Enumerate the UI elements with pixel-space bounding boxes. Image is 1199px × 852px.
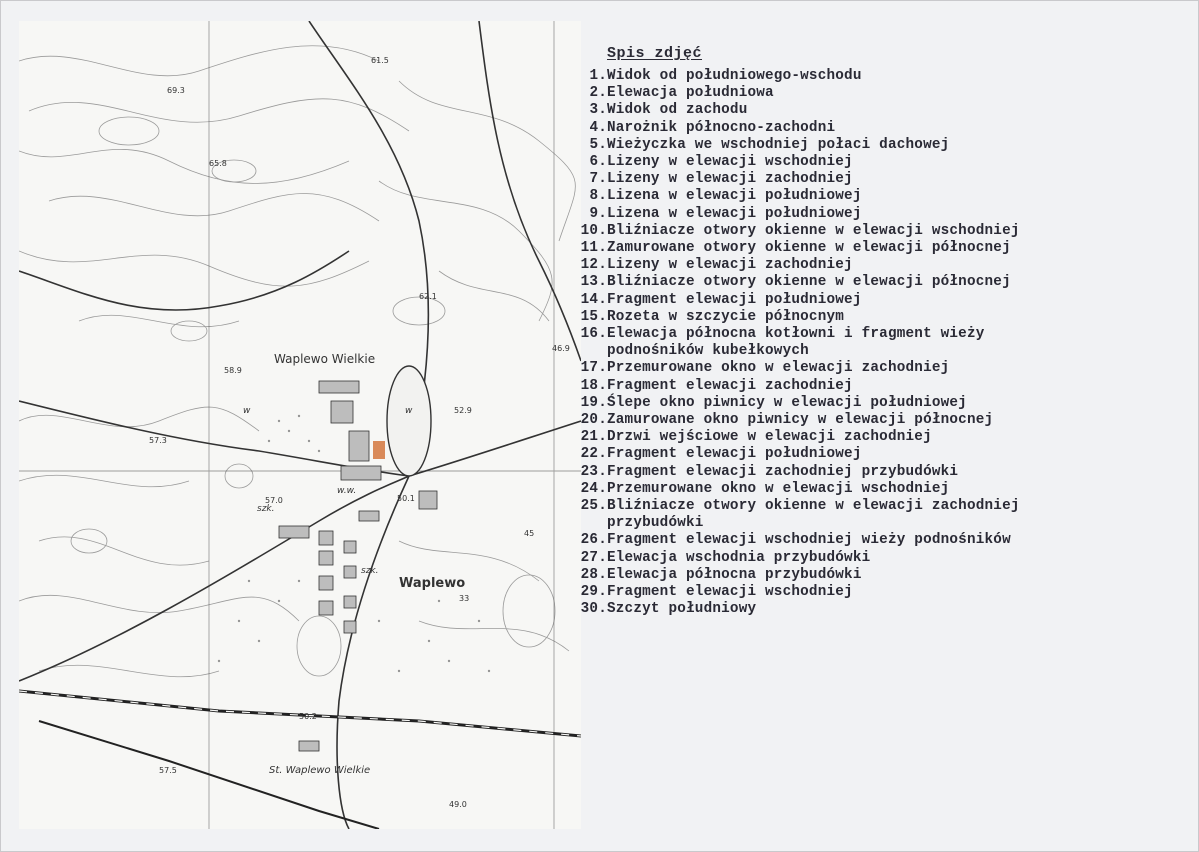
photo-index-item bbox=[577, 515, 1177, 532]
map-abbrev: w bbox=[405, 406, 413, 416]
topographic-map bbox=[19, 21, 581, 829]
photo-index bbox=[577, 45, 1177, 619]
photo-index-text: Lizena w elewacji południowej bbox=[607, 205, 862, 222]
photo-index-text: Elewacja północna przybudówki bbox=[607, 566, 862, 583]
photo-index-text: Lizeny w elewacji zachodniej bbox=[607, 171, 853, 188]
spot-height: 33 bbox=[459, 594, 470, 603]
photo-index-item bbox=[577, 395, 1177, 412]
photo-index-item bbox=[577, 550, 1177, 567]
photo-index-number: 22. bbox=[580, 446, 607, 463]
photo-index-item bbox=[577, 240, 1177, 257]
spot-height: 62.1 bbox=[419, 292, 437, 301]
photo-index-item bbox=[577, 567, 1177, 584]
highlighted-building bbox=[373, 441, 385, 459]
label-waplewo: Waplewo bbox=[399, 576, 466, 591]
spot-height: 69.3 bbox=[167, 86, 185, 95]
photo-index-item bbox=[577, 601, 1177, 618]
photo-index-text: Bliźniacze otwory okienne w elewacji północnej bbox=[607, 274, 1011, 291]
photo-index-text: Rozeta w szczycie północnym bbox=[607, 308, 845, 325]
photo-index-text: Bliźniacze otwory okienne w elewacji wschodniej bbox=[607, 222, 1020, 239]
photo-index-text: Narożnik północno-zachodni bbox=[607, 119, 836, 136]
photo-index-item bbox=[577, 85, 1177, 102]
photo-index-number: 30. bbox=[580, 601, 607, 618]
photo-index-item bbox=[577, 102, 1177, 119]
label-waplewo-wielkie: Waplewo Wielkie bbox=[274, 352, 376, 366]
photo-index-item bbox=[577, 274, 1177, 291]
photo-index-text: Elewacja wschodnia przybudówki bbox=[607, 549, 871, 566]
photo-index-number: 29. bbox=[580, 584, 607, 601]
photo-index-number: 20. bbox=[580, 412, 607, 429]
photo-index-text: Wieżyczka we wschodniej połaci dachowej bbox=[607, 136, 950, 153]
photo-index-number: 15. bbox=[580, 308, 607, 325]
photo-index-text: Fragment elewacji wschodniej wieży podnośników bbox=[607, 532, 1011, 549]
spot-height: 49.0 bbox=[449, 800, 467, 809]
map-abbrev: w bbox=[243, 406, 251, 416]
photo-index-number: 9. bbox=[589, 205, 607, 222]
spot-height: 46.9 bbox=[552, 344, 570, 353]
map-abbrev: szk. bbox=[257, 504, 275, 514]
photo-index-item bbox=[577, 309, 1177, 326]
photo-index-number: 26. bbox=[580, 532, 607, 549]
photo-index-number bbox=[577, 515, 607, 532]
photo-index-number: 27. bbox=[580, 549, 607, 566]
photo-index-item bbox=[577, 120, 1177, 137]
spot-height: 50.2 bbox=[299, 712, 317, 721]
photo-index-text: przybudówki bbox=[607, 515, 704, 532]
photo-index-text: Przemurowane okno w elewacji wschodniej bbox=[607, 480, 950, 497]
photo-index-text: Fragment elewacji południowej bbox=[607, 291, 862, 308]
photo-index-number: 23. bbox=[580, 463, 607, 480]
photo-index-number: 25. bbox=[580, 498, 607, 515]
photo-index-text: Fragment elewacji zachodniej bbox=[607, 377, 853, 394]
photo-index-text: Lizeny w elewacji wschodniej bbox=[607, 154, 853, 171]
photo-index-text: Elewacja południowa bbox=[607, 85, 774, 102]
photo-index-text: Fragment elewacji zachodniej przybudówki bbox=[607, 463, 959, 480]
photo-index-title: Spis zdjęć bbox=[607, 45, 703, 62]
grid-lines bbox=[19, 21, 581, 829]
spot-height: 61.5 bbox=[371, 56, 389, 65]
map-abbrev: szk. bbox=[361, 566, 379, 576]
photo-index-number: 4. bbox=[589, 119, 607, 136]
map-drawing bbox=[19, 21, 581, 829]
photo-index-text: Drzwi wejściowe w elewacji zachodniej bbox=[607, 429, 932, 446]
photo-index-text: Przemurowane okno w elewacji zachodniej bbox=[607, 360, 950, 377]
photo-index-number: 3. bbox=[589, 102, 607, 119]
photo-index-text: Fragment elewacji wschodniej bbox=[607, 584, 853, 601]
photo-index-list bbox=[577, 68, 1177, 619]
photo-index-item bbox=[577, 481, 1177, 498]
photo-index-number: 19. bbox=[580, 394, 607, 411]
photo-index-text: Zamurowane otwory okienne w elewacji północnej bbox=[607, 240, 1011, 257]
photo-index-number: 5. bbox=[589, 136, 607, 153]
photo-index-item bbox=[577, 137, 1177, 154]
photo-index-text: Widok od zachodu bbox=[607, 102, 748, 119]
photo-index-text: Ślepe okno piwnicy w elewacji południowej bbox=[607, 394, 967, 411]
photo-index-item bbox=[577, 257, 1177, 274]
spot-height: 58.9 bbox=[224, 366, 242, 375]
photo-index-number: 28. bbox=[580, 566, 607, 583]
photo-index-item bbox=[577, 206, 1177, 223]
photo-index-text: Szczyt południowy bbox=[607, 601, 757, 618]
photo-index-number: 21. bbox=[580, 429, 607, 446]
photo-index-number: 7. bbox=[589, 171, 607, 188]
photo-index-number: 1. bbox=[589, 68, 607, 84]
photo-index-text: Elewacja północna kotłowni i fragment wieży bbox=[607, 326, 985, 343]
photo-index-text: Lizena w elewacji południowej bbox=[607, 188, 862, 205]
photo-index-item bbox=[577, 171, 1177, 188]
photo-index-item bbox=[577, 68, 1177, 85]
photo-index-item bbox=[577, 223, 1177, 240]
photo-index-number bbox=[577, 343, 607, 360]
photo-index-item bbox=[577, 360, 1177, 377]
photo-index-item bbox=[577, 429, 1177, 446]
photo-index-text: Zamurowane okno piwnicy w elewacji północnej bbox=[607, 412, 994, 429]
photo-index-text: Lizeny w elewacji zachodniej bbox=[607, 257, 853, 274]
photo-index-number: 8. bbox=[589, 188, 607, 205]
photo-index-number: 18. bbox=[580, 377, 607, 394]
lake bbox=[387, 366, 431, 476]
label-station: St. Waplewo Wielkie bbox=[269, 765, 371, 776]
spot-height: 52.9 bbox=[454, 406, 472, 415]
photo-index-item bbox=[577, 584, 1177, 601]
spot-height: 57.5 bbox=[159, 766, 177, 775]
photo-index-item bbox=[577, 188, 1177, 205]
spot-height: 45 bbox=[524, 529, 535, 538]
photo-index-item bbox=[577, 412, 1177, 429]
photo-index-item bbox=[577, 154, 1177, 171]
photo-index-number: 17. bbox=[580, 360, 607, 377]
spot-height: 57.0 bbox=[265, 496, 283, 505]
photo-index-item bbox=[577, 498, 1177, 515]
roads bbox=[19, 21, 581, 829]
photo-index-item bbox=[577, 326, 1177, 343]
spot-height: 50.1 bbox=[397, 494, 415, 503]
photo-index-text: Bliźniacze otwory okienne w elewacji zachodniej bbox=[607, 498, 1020, 515]
photo-index-item bbox=[577, 378, 1177, 395]
map-abbrev: w.w. bbox=[337, 486, 357, 496]
photo-index-number: 13. bbox=[580, 274, 607, 291]
photo-index-text: podnośników kubełkowych bbox=[607, 343, 809, 360]
photo-index-item bbox=[577, 343, 1177, 360]
photo-index-item bbox=[577, 464, 1177, 481]
photo-index-number: 2. bbox=[589, 85, 607, 102]
photo-index-number: 10. bbox=[580, 222, 607, 239]
photo-index-item bbox=[577, 532, 1177, 549]
photo-index-number: 12. bbox=[580, 257, 607, 274]
photo-index-text: Widok od południowego-wschodu bbox=[607, 68, 862, 84]
photo-index-number: 6. bbox=[589, 154, 607, 171]
photo-index-number: 11. bbox=[580, 240, 607, 257]
photo-index-item bbox=[577, 446, 1177, 463]
spot-height: 65.8 bbox=[209, 159, 227, 168]
photo-index-text: Fragment elewacji południowej bbox=[607, 446, 862, 463]
photo-index-item bbox=[577, 292, 1177, 309]
photo-index-number: 24. bbox=[580, 480, 607, 497]
photo-index-number: 16. bbox=[580, 326, 607, 343]
photo-index-number: 14. bbox=[580, 291, 607, 308]
spot-height: 57.3 bbox=[149, 436, 167, 445]
